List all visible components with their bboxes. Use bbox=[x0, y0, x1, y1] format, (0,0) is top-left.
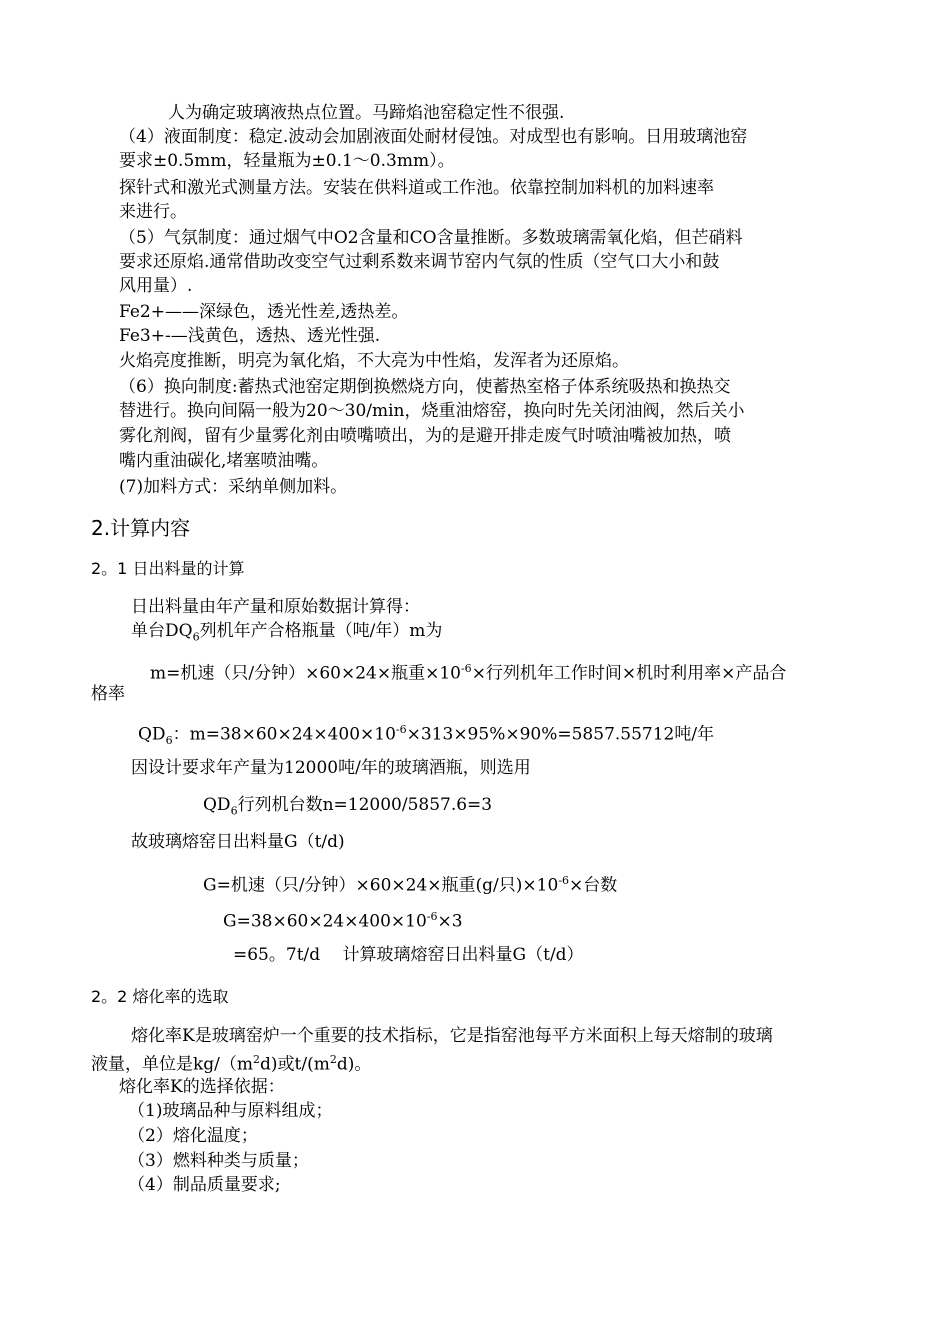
formula-line bbox=[203, 871, 617, 896]
superscript: -6 bbox=[426, 910, 438, 923]
sub-heading: 2。1 日出料量的计算 bbox=[91, 559, 245, 578]
paragraph-line: 风用量）. bbox=[119, 276, 193, 296]
paragraph-line: （5）气氛制度：通过烟气中O2含量和CO含量推断。多数玻璃需氧化焰，但芒硝料 bbox=[119, 228, 743, 248]
formula-line: =65。7t/d 计算玻璃熔窑日出料量G（t/d） bbox=[233, 945, 584, 965]
calc-line: 日出料量由年产量和原始数据计算得： bbox=[131, 597, 420, 617]
calc-line bbox=[131, 621, 442, 647]
list-item: （1)玻璃品种与原料组成； bbox=[128, 1101, 333, 1121]
list-item: （3）燃料种类与质量； bbox=[128, 1151, 309, 1171]
formula-text: G=机速（只/分钟）×60×24×瓶重(g/只)×10 bbox=[203, 875, 559, 896]
formula-text: ×行列机年工作时间×机时利用率×产品合 bbox=[471, 663, 787, 684]
formula-text: G=38×60×24×400×10 bbox=[223, 911, 427, 932]
formula-text: QD bbox=[138, 724, 166, 745]
formula-line bbox=[203, 795, 492, 821]
paragraph-text: d)。 bbox=[336, 1054, 372, 1075]
formula-line bbox=[138, 720, 714, 751]
paragraph-line: （6）换向制度:蓄热式池窑定期倒换燃烧方向，使蓄热室格子体系统吸热和换热交 bbox=[119, 377, 731, 397]
paragraph-line: 熔化率K的选择依据： bbox=[119, 1077, 285, 1097]
paragraph-line: 熔化率K是玻璃窑炉一个重要的技术指标，它是指窑池每平方米面积上每天熔制的玻璃 bbox=[131, 1026, 773, 1046]
paragraph-line: (7)加料方式：采纳单侧加料。 bbox=[119, 477, 348, 497]
formula-text: ×313×95%×90%=5857.55712吨/年 bbox=[406, 724, 715, 745]
formula-line bbox=[223, 907, 463, 932]
formula-text: ：m=38×60×24×400×10 bbox=[172, 724, 396, 745]
paragraph-line: 人为确定玻璃液热点位置。马蹄焰池窑稳定性不很强. bbox=[168, 103, 565, 123]
calc-line: 因设计要求年产量为12000吨/年的玻璃酒瓶，则选用 bbox=[131, 758, 531, 778]
paragraph-line: 要求±0.5mm，轻量瓶为±0.1～0.3mm）。 bbox=[119, 151, 455, 171]
list-item: （2）熔化温度； bbox=[128, 1126, 258, 1146]
superscript: -6 bbox=[460, 662, 472, 675]
paragraph-line: （4）液面制度：稳定.波动会加剧液面处耐材侵蚀。对成型也有影响。日用玻璃池窑 bbox=[119, 127, 748, 147]
formula-text: ×3 bbox=[437, 911, 463, 932]
paragraph-line: 替进行。换向间隔一般为20～30/min，烧重油熔窑，换向时先关闭油阀，然后关小 bbox=[119, 401, 745, 421]
superscript: -6 bbox=[395, 723, 407, 736]
formula-text: ×台数 bbox=[569, 875, 618, 896]
formula-text: 行列机台数n=12000/5857.6=3 bbox=[237, 795, 493, 815]
paragraph-line: 来进行。 bbox=[119, 202, 187, 222]
calc-text: 列机年产合格瓶量（吨/年）m为 bbox=[199, 621, 443, 641]
paragraph-text: d)或t/(m bbox=[260, 1054, 330, 1075]
superscript: 2 bbox=[329, 1053, 337, 1066]
paragraph-text: 液量，单位是kg/（m bbox=[91, 1054, 254, 1075]
formula-text: QD bbox=[203, 795, 231, 815]
formula-line: 格率 bbox=[91, 684, 125, 704]
paragraph-line: 探针式和激光式测量方法。安装在供料道或工作池。依靠控制加料机的加料速率 bbox=[119, 178, 714, 198]
calc-line: 故玻璃熔窑日出料量G（t/d) bbox=[131, 832, 345, 852]
paragraph-line: 要求还原焰.通常借助改变空气过剩系数来调节窑内气氛的性质（空气口大小和鼓 bbox=[119, 252, 720, 272]
subscript: 6 bbox=[230, 804, 238, 818]
paragraph-line: Fe3+-—浅黄色，透热、透光性强. bbox=[119, 326, 381, 346]
superscript: -6 bbox=[558, 874, 570, 887]
paragraph-line: 火焰亮度推断，明亮为氧化焰，不大亮为中性焰，发浑者为还原焰。 bbox=[119, 351, 629, 371]
paragraph-line: Fe2+——深绿色，透光性差,透热差。 bbox=[119, 302, 409, 322]
paragraph-line: 嘴内重油碳化,堵塞喷油嘴。 bbox=[119, 451, 329, 471]
paragraph-line: 雾化剂阀，留有少量雾化剂由喷嘴喷出，为的是避开排走废气时喷油嘴被加热，喷 bbox=[119, 426, 731, 446]
sub-heading: 2。2 熔化率的选取 bbox=[91, 987, 229, 1006]
subscript: 6 bbox=[165, 734, 173, 748]
calc-text: 单台DQ bbox=[131, 621, 193, 641]
list-item: （4）制品质量要求; bbox=[128, 1175, 281, 1195]
formula-line bbox=[150, 659, 786, 684]
paragraph-line bbox=[91, 1050, 371, 1075]
superscript: 2 bbox=[253, 1053, 261, 1066]
section-heading: 2.计算内容 bbox=[91, 516, 191, 540]
formula-text: m=机速（只/分钟）×60×24×瓶重×10 bbox=[150, 663, 461, 684]
subscript: 6 bbox=[192, 630, 200, 644]
